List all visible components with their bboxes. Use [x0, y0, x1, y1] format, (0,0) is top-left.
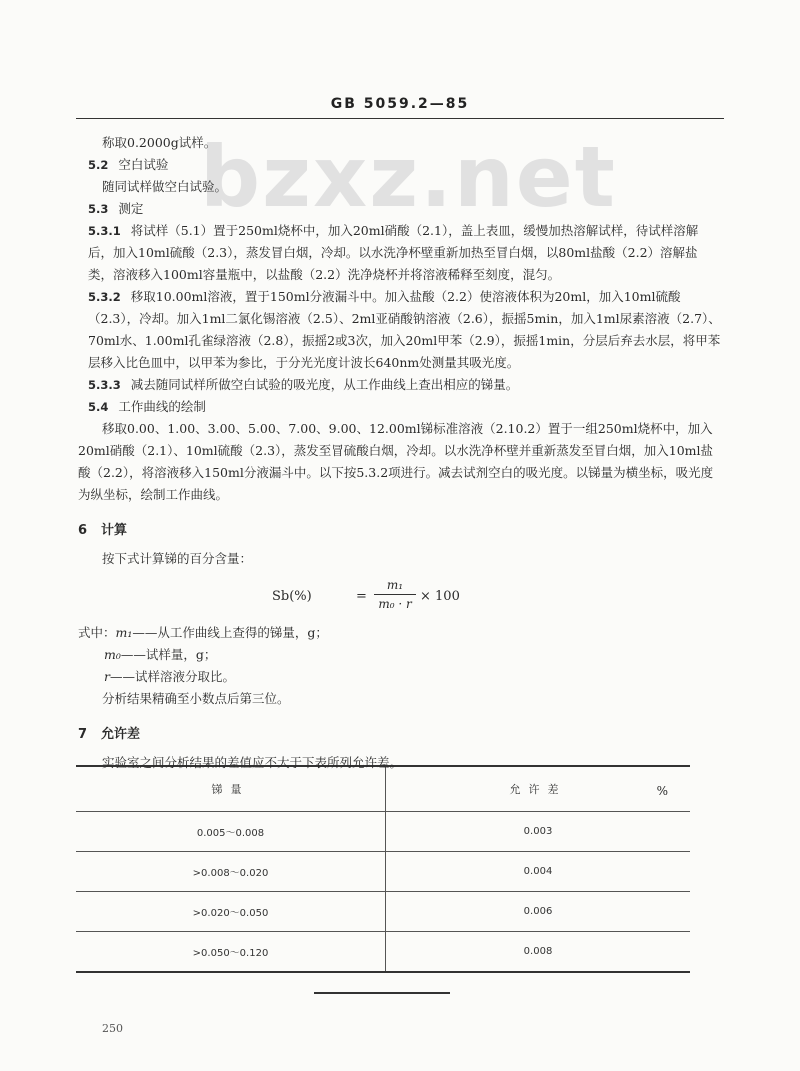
- table-cell-range: >0.050～0.120: [76, 932, 386, 973]
- clause-number: 5.3.2: [88, 290, 121, 304]
- table-cell-tolerance: 0.004: [386, 852, 691, 892]
- table-row: [76, 852, 690, 892]
- section-title: 计算: [101, 523, 128, 538]
- tolerance-intro: 实验室之间分析结果的差值应不大于下表所列允许差。: [102, 755, 403, 770]
- section-number: 7: [78, 727, 88, 742]
- watermark: bzxz.net: [200, 128, 617, 226]
- variable-definition: [78, 622, 722, 644]
- table-unit: %: [656, 784, 668, 798]
- clause-number: 5.3: [88, 202, 109, 216]
- formula-fraction: [374, 576, 416, 613]
- header-rule: [76, 118, 724, 119]
- variable-description: ——试样溶液分取比。: [109, 669, 235, 684]
- table-row: [76, 892, 690, 932]
- clause-title: 空白试验: [118, 157, 169, 172]
- clause-title: 测定: [118, 201, 144, 216]
- calibration-curve-text: 移取0.00、1.00、3.00、5.00、7.00、9.00、12.00ml锑标准溶液（2.10.2）置于一组250ml烧杯中，加入20ml硝酸（2.1）、10ml硫酸（2.3），蒸发至冒硫酸白烟，冷却。以水洗净杯壁并重新蒸发至冒白烟，加入10ml盐酸（2.2），将溶液移入150ml分液漏斗中。以下按5.3.2项进行。减去试剂空白的吸光度。以锑量为横坐标，吸光度为纵坐标，绘制工作曲线。: [78, 421, 714, 502]
- formula-multiplier: × 100: [420, 589, 460, 604]
- clause-number: 5.2: [88, 158, 109, 172]
- clause-text: 减去随同试样所做空白试验的吸光度，从工作曲线上查出相应的锑量。: [130, 377, 519, 392]
- calculation-intro: 按下式计算锑的百分含量：: [102, 551, 253, 566]
- section-number: 6: [78, 523, 88, 538]
- section-7-heading: [78, 724, 722, 746]
- variable-description: ——从工作曲线上查得的锑量，g；: [132, 625, 328, 640]
- standard-number-header: GB 5059.2—85: [330, 96, 470, 112]
- table-cell-range: >0.020～0.050: [76, 892, 386, 932]
- variable-definition: [78, 666, 722, 688]
- variable-description: ——试样量，g；: [120, 647, 217, 662]
- clause-number: 5.4: [88, 400, 109, 414]
- table-row: [76, 932, 690, 973]
- table-cell-tolerance: 0.003: [386, 812, 691, 852]
- formula-denominator: m₀ · r: [378, 597, 412, 611]
- column-header-tolerance: 允许差: [386, 766, 691, 812]
- clause-text: 将试样（5.1）置于250ml烧杯中，加入20ml硝酸（2.1），盖上表皿，缓慢加热溶解试样，待试样溶解后，加入10ml硫酸（2.3），蒸发冒白烟，冷却。以水洗净杯壁重新加热至冒白烟，以80ml盐酸（2.2）溶解盐类，溶液移入100ml容量瓶中，以盐酸（2.2）洗净烧杯并将溶液稀释至刻度，混匀。: [88, 223, 699, 282]
- table-cell-range: >0.008～0.020: [76, 852, 386, 892]
- formula-lhs: Sb(%): [272, 589, 312, 604]
- table-cell-range: 0.005～0.008: [76, 812, 386, 852]
- variable-symbol: r: [104, 669, 110, 684]
- heading-5-2: [78, 154, 722, 176]
- paragraph-5-3-3: [78, 374, 722, 396]
- clause-text: 移取10.00ml溶液，置于150ml分液漏斗中。加入盐酸（2.2）使溶液体积为20ml，加入10ml硫酸（2.3），冷却。加入1ml二氯化锡溶液（2.5）、2ml亚硝酸钠溶液（2.6），振摇5min，加入1ml尿素溶液（2.7）、70ml水、1.00ml孔雀绿溶液（2.8），振摇2或3次，加入20ml甲苯（2.9），振摇1min，分层后弃去水层，将甲苯层移入比色皿中，以甲苯为参比，于分光光度计波长640nm处测量其吸光度。: [88, 289, 721, 370]
- column-header-antimony: 锑量: [76, 766, 386, 812]
- document-body: [78, 132, 722, 802]
- paragraph-5-3-1: [78, 220, 722, 286]
- section-6-heading: [78, 520, 722, 542]
- where-prefix: 式中：: [78, 625, 116, 640]
- end-rule: [314, 992, 450, 994]
- paragraph-5-3-2: [78, 286, 722, 374]
- page-number: 250: [102, 1022, 123, 1035]
- formula-numerator: m₁: [374, 576, 416, 595]
- blank-test-text: 随同试样做空白试验。: [102, 179, 228, 194]
- sample-weight-line: 称取0.2000g试样。: [102, 135, 217, 150]
- clause-title: 工作曲线的绘制: [118, 399, 206, 414]
- heading-5-3: [78, 198, 722, 220]
- table-cell-tolerance: 0.008: [386, 932, 691, 973]
- table-row: [76, 812, 690, 852]
- formula-equals: =: [356, 589, 367, 604]
- heading-5-4: [78, 396, 722, 418]
- variable-symbol: m₁: [115, 625, 133, 640]
- section-title: 允许差: [101, 727, 141, 742]
- clause-number: 5.3.1: [88, 224, 121, 238]
- table-cell-tolerance: 0.006: [386, 892, 691, 932]
- clause-number: 5.3.3: [88, 378, 121, 392]
- antimony-formula: [78, 576, 722, 622]
- variable-definition: [78, 644, 722, 666]
- variable-symbol: m₀: [104, 647, 121, 662]
- precision-note: 分析结果精确至小数点后第三位。: [102, 691, 290, 706]
